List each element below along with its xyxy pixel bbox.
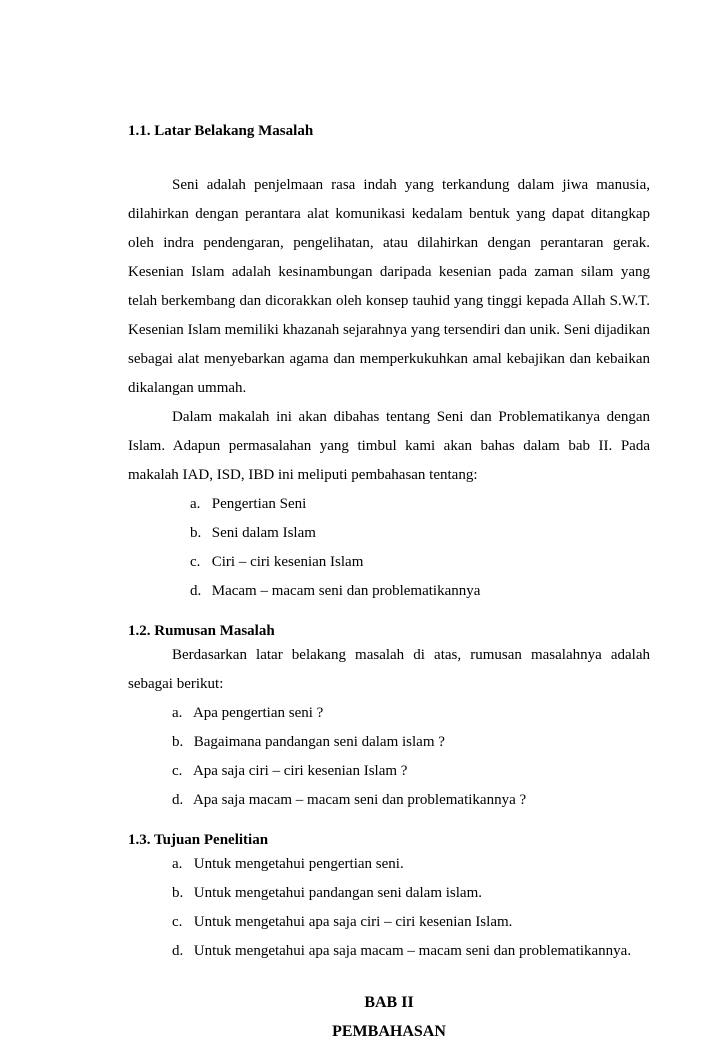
list-text: Bagaimana pandangan seni dalam islam ?: [193, 734, 445, 750]
section-rumusan-masalah: [128, 621, 650, 815]
list-marker: a.: [172, 705, 183, 721]
list-item: [128, 548, 650, 577]
list-item: [128, 519, 650, 548]
list-text: Macam – macam seni dan problematikannya: [211, 583, 481, 599]
list-marker: d.: [172, 792, 184, 808]
paragraph-makalah: Dalam makalah ini akan dibahas tentang Seni dan Problematikanya dengan Islam. Adapun permasalahan yang timbul kami akan bahas dalam bab II. Pada makalah IAD, ISD, IBD ini meliputi pembahasan tentang:: [128, 409, 650, 483]
list-text: Untuk mengetahui pengertian seni.: [193, 856, 404, 872]
list-item: [128, 879, 650, 908]
list-item: [128, 850, 650, 879]
list-item: [128, 908, 650, 937]
list-marker: c.: [172, 914, 183, 930]
list-text: Ciri – ciri kesenian Islam: [211, 554, 364, 570]
list-text: Untuk mengetahui apa saja macam – macam seni dan problematikannya.: [193, 943, 632, 959]
paragraph-seni: Seni adalah penjelmaan rasa indah yang terkandung dalam jiwa manusia, dilahirkan dengan perantara alat komunikasi kedalam bentuk yang dapat ditangkap oleh indra pendengaran, pengelihatan, atau dilahirkan dengan perantaran gerak. Kesenian Islam adalah kesinambungan daripada kesenian pada zaman silam yang telah berkembang dan dicorakkan oleh konsep tauhid yang tinggi kepada Allah S.W.T. Kesenian Islam memiliki khazanah sejarahnya yang tersendiri dan unik. Seni dijadikan sebagai alat menyebarkan agama dan memperkukuhkan amal kebajikan dan kebaikan dikalangan ummah.: [128, 177, 650, 396]
list-text: Pengertian Seni: [211, 496, 307, 512]
list-marker: a.: [190, 496, 201, 512]
section-latar-belakang: [128, 121, 650, 606]
section-heading: 1.3. Tujuan Penelitian: [128, 832, 269, 848]
list-marker: a.: [172, 856, 183, 872]
objectives-list: [128, 850, 650, 966]
list-text: Apa saja macam – macam seni dan problematikannya ?: [192, 792, 527, 808]
section-tujuan-penelitian: [128, 830, 650, 966]
list-text: Apa saja ciri – ciri kesenian Islam ?: [192, 763, 408, 779]
list-item: [128, 937, 650, 966]
list-marker: c.: [172, 763, 183, 779]
chapter-title: PEMBAHASAN: [332, 1023, 446, 1040]
list-marker: c.: [190, 554, 201, 570]
list-item: [128, 786, 650, 815]
paragraph-rumusan: Berdasarkan latar belakang masalah di atas, rumusan masalahnya adalah sebagai berikut:: [128, 647, 650, 692]
section-heading: 1.2. Rumusan Masalah: [128, 623, 275, 639]
document-body: [128, 121, 650, 1046]
list-item: [128, 577, 650, 606]
chapter-number: BAB II: [364, 994, 414, 1011]
list-marker: b.: [190, 525, 202, 541]
list-text: Apa pengertian seni ?: [192, 705, 324, 721]
list-marker: d.: [190, 583, 202, 599]
list-text: Seni dalam Islam: [211, 525, 316, 541]
list-marker: b.: [172, 885, 184, 901]
list-marker: d.: [172, 943, 184, 959]
topics-list: [128, 490, 650, 606]
chapter-header: [128, 988, 650, 1046]
list-item: [128, 757, 650, 786]
list-item: [128, 699, 650, 728]
list-text: Untuk mengetahui pandangan seni dalam islam.: [193, 885, 483, 901]
list-text: Untuk mengetahui apa saja ciri – ciri kesenian Islam.: [193, 914, 513, 930]
list-item: [128, 490, 650, 519]
list-item: [128, 728, 650, 757]
questions-list: [128, 699, 650, 815]
list-marker: b.: [172, 734, 184, 750]
section-heading: 1.1. Latar Belakang Masalah: [128, 123, 314, 139]
